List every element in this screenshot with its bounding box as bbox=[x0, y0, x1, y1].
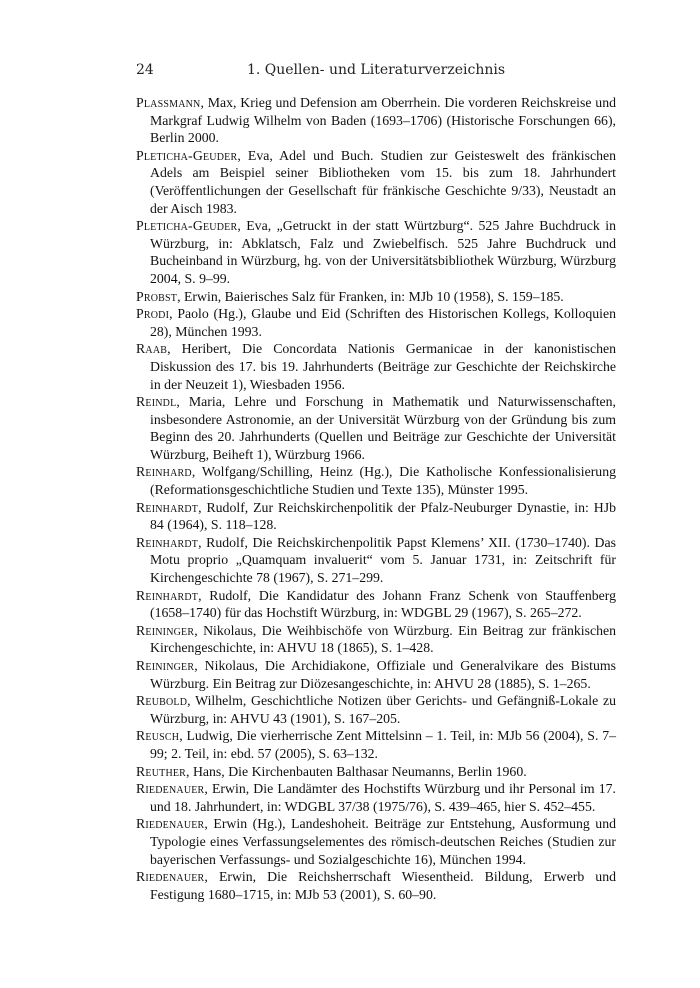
bibliography-entry bbox=[136, 393, 616, 463]
bibliography-list bbox=[136, 94, 616, 903]
bibliography-entry bbox=[136, 463, 616, 498]
bibliography-entry bbox=[136, 622, 616, 657]
entry-author: Reinhardt bbox=[136, 587, 199, 603]
entry-text: , Rudolf, Zur Reichskirchenpolitik der Pfalz-Neuburger Dynastie, in: HJb 84 (1964), S. 118–128. bbox=[150, 499, 616, 533]
entry-author: Reindl bbox=[136, 394, 177, 410]
entry-author: Reubold bbox=[136, 693, 188, 709]
entry-text: , Erwin, Baierisches Salz für Franken, in: MJb 10 (1958), S. 159–185. bbox=[177, 288, 564, 304]
bibliography-entry bbox=[136, 815, 616, 868]
bibliography-entry bbox=[136, 587, 616, 622]
entry-text: , Erwin (Hg.), Landeshoheit. Beiträge zur Entstehung, Ausformung und Typologie eines Verfassungselementes des römisch-deutschen Reiches (Studien zur bayerischen Verfassungs- und Sozialgeschichte 16), München 1994. bbox=[150, 816, 616, 867]
entry-author: Riedenauer bbox=[136, 816, 205, 832]
entry-text: , Ludwig, Die vierherrische Zent Mittelsinn – 1. Teil, in: MJb 56 (2004), S. 7–99; 2. Teil, in: ebd. 57 (2005), S. 63–132. bbox=[150, 728, 616, 761]
bibliography-entry bbox=[136, 147, 616, 217]
entry-text: , Paolo (Hg.), Glaube und Eid (Schriften des Historischen Kollegs, Kolloquien 28), München 1993. bbox=[150, 306, 616, 339]
entry-author: Riedenauer bbox=[136, 781, 205, 797]
bibliography-entry bbox=[136, 763, 616, 781]
entry-text: , Rudolf, Die Kandidatur des Johann Franz Schenk von Stauffenberg (1658–1740) für das Hochstift Würzburg, in: WDGBL 29 (1967), S. 265–272. bbox=[150, 587, 616, 621]
bibliography-entry bbox=[136, 534, 616, 587]
entry-author: Prodi bbox=[136, 306, 170, 322]
bibliography-entry bbox=[136, 727, 616, 762]
entry-text: , Wolfgang/Schilling, Heinz (Hg.), Die Katholische Konfessionalisierung (Reformationsgeschichtliche Studien und Texte 135), Münster 1995. bbox=[150, 464, 616, 498]
entry-author: Reininger bbox=[136, 658, 195, 673]
entry-text: , Nikolaus, Die Archidiakone, Offiziale und Generalvikare des Bistums Würzburg. Ein Beitrag zur Diözesangeschichte, in: AHVU 28 (1885), S. 1–265. bbox=[150, 658, 616, 691]
entry-text: , Max, Krieg und Defension am Oberrhein. Die vorderen Reichskreise und Markgraf Ludwig Wilhelm von Baden (1693–1706) (Historische Forschungen 66), Berlin 2000. bbox=[150, 95, 616, 146]
entry-author: Plassmann bbox=[136, 95, 201, 110]
page-number: 24 bbox=[136, 62, 154, 78]
entry-author: Reininger bbox=[136, 622, 195, 638]
entry-author: Pleticha-Geuder bbox=[136, 218, 238, 234]
entry-author: Raab bbox=[136, 341, 168, 357]
entry-text: , Erwin, Die Landämter des Hochstifts Würzburg und ihr Personal im 17. und 18. Jahrhundert, in: WDGBL 37/38 (1975/76), S. 439–465, hier S. 452–455. bbox=[150, 781, 616, 814]
entry-text: , Eva, „Getruckt in der statt Würtzburg“. 525 Jahre Buchdruck in Würzburg, in: Abklatsch, Falz und Zwiebelfisch. 525 Jahre Buchdruck und Bucheinband in Würzburg, hg. von der Universitätsbibliothek Würzburg, Würzburg 2004, S. 9–99. bbox=[150, 218, 616, 286]
bibliography-entry bbox=[136, 217, 616, 287]
entry-author: Reinhard bbox=[136, 464, 192, 480]
entry-author: Reinhardt bbox=[136, 534, 199, 550]
bibliography-entry bbox=[136, 94, 616, 147]
entry-text: , Rudolf, Die Reichskirchenpolitik Papst Klemens’ XII. (1730–1740). Das Motu proprio „Quamquam invaluerit“ vom 5. Januar 1731, in: Zeitschrift für Kirchengeschichte 78 (1967), S. 271–299. bbox=[150, 534, 616, 586]
entry-text: , Erwin, Die Reichsherrschaft Wiesentheid. Bildung, Erwerb und Festigung 1680–1715, in: MJb 53 (2001), S. 60–90. bbox=[150, 869, 616, 902]
bibliography-entry bbox=[136, 288, 616, 306]
entry-text: , Eva, Adel und Buch. Studien zur Geisteswelt des fränkischen Adels am Beispiel seiner Bibliotheken vom 15. bis zum 18. Jahrhundert (Veröffentlichungen der Gesellschaft für fränkische Geschichte 9/33), Neustadt an der Aisch 1983. bbox=[150, 147, 616, 216]
entry-author: Probst bbox=[136, 288, 178, 304]
entry-text: , Maria, Lehre und Forschung in Mathematik und Naturwissenschaften, insbesondere Astronomie, an der Universität Würzburg von der Gründung bis zum Beginn des 20. Jahrhunderts (Quellen und Beiträge zur Geschichte der Universität Würzburg, Beiheft 1), Würzburg 1966. bbox=[150, 394, 616, 462]
entry-author: Reinhardt bbox=[136, 499, 199, 515]
page-header bbox=[136, 62, 616, 82]
bibliography-entry bbox=[136, 305, 616, 340]
running-head: 1. Quellen- und Literaturverzeichnis bbox=[246, 62, 506, 78]
entry-author: Pleticha-Geuder bbox=[136, 147, 238, 163]
entry-text: , Hans, Die Kirchenbauten Balthasar Neumanns, Berlin 1960. bbox=[186, 763, 527, 779]
entry-text: , Heribert, Die Concordata Nationis Germanicae in der kanonistischen Diskussion des 17. bis 19. Jahrhunderts (Beiträge zur Geschichte der Reichskirche in der Neuzeit 1), Wiesbaden 1956. bbox=[150, 341, 616, 392]
entry-author: Riedenauer bbox=[136, 869, 205, 885]
entry-author: Reuther bbox=[136, 763, 187, 779]
bibliography-entry bbox=[136, 868, 616, 903]
bibliography-entry bbox=[136, 780, 616, 815]
bibliography-entry bbox=[136, 657, 616, 692]
bibliography-entry bbox=[136, 340, 616, 393]
entry-text: , Wilhelm, Geschichtliche Notizen über Gerichts- und Gefängniß-Lokale zu Würzburg, in: AHVU 43 (1901), S. 167–205. bbox=[150, 693, 616, 726]
bibliography-entry bbox=[136, 499, 616, 534]
entry-author: Reusch bbox=[136, 728, 180, 744]
entry-text: , Nikolaus, Die Weihbischöfe von Würzburg. Ein Beitrag zur fränkischen Kirchengeschichte, in: AHVU 18 (1865), S. 1–428. bbox=[150, 622, 616, 656]
bibliography-entry bbox=[136, 692, 616, 727]
